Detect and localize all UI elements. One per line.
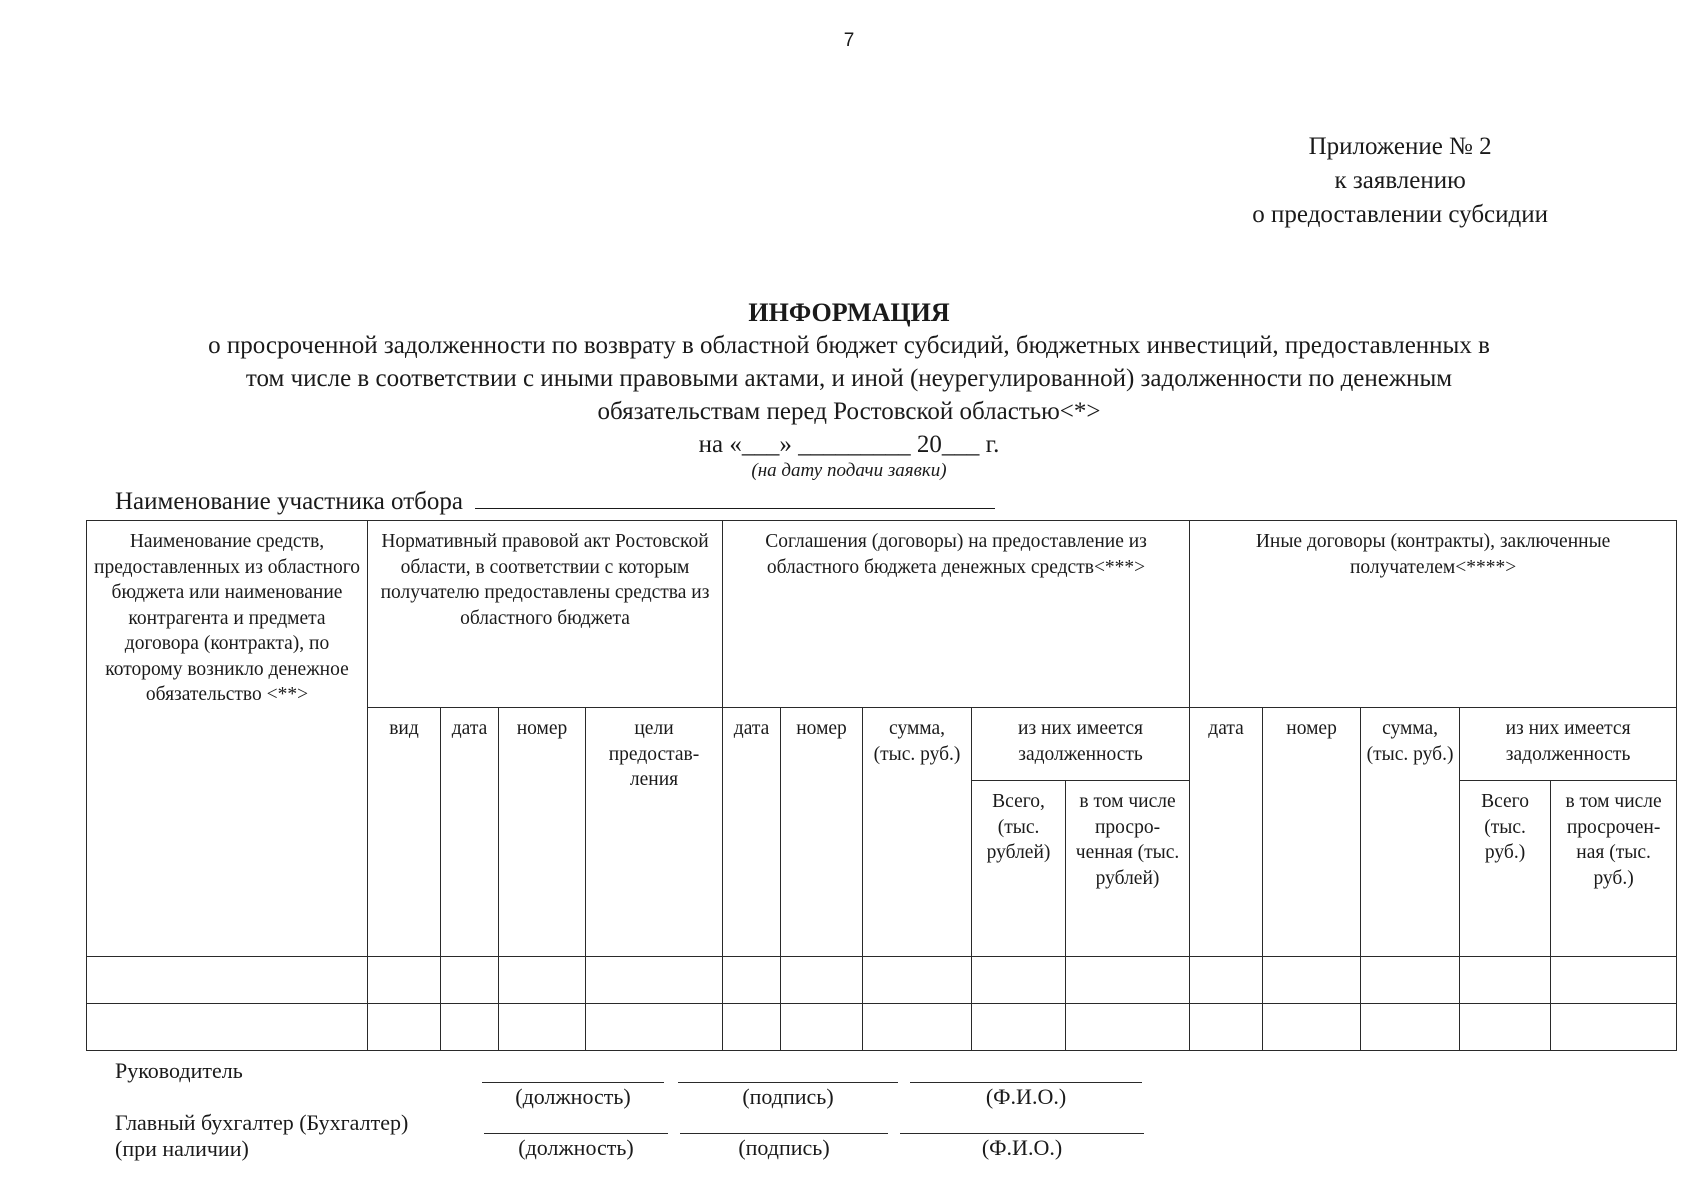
header-other-contracts: Иные договоры (контракты), заключенные получателем<****>	[1190, 521, 1677, 708]
accountant-signature-caption: (подпись)	[738, 1135, 830, 1160]
page-number: 7	[843, 30, 855, 51]
header-act-number: номер	[499, 708, 586, 957]
appendix-line-2: к заявлению	[1334, 167, 1466, 194]
header-act-purpose: цели предостав-ления	[586, 708, 723, 957]
date-line: на «___» _________ 20___ г.	[698, 431, 1000, 458]
table-cell[interactable]	[499, 1004, 586, 1051]
table-cell[interactable]	[972, 1004, 1066, 1051]
table-row	[87, 1004, 1677, 1051]
table-cell[interactable]	[87, 957, 368, 1004]
table-cell[interactable]	[87, 1004, 368, 1051]
head-signature-line[interactable]	[678, 1082, 898, 1083]
table-cell[interactable]	[1361, 957, 1460, 1004]
table-cell[interactable]	[1263, 1004, 1361, 1051]
title-line-2: том числе в соответствии с иными правовыми актами, и иной (неурегулированной) задолженности по денежным	[245, 365, 1453, 392]
table-cell[interactable]	[1190, 1004, 1263, 1051]
table-cell[interactable]	[368, 1004, 441, 1051]
head-position-caption: (должность)	[515, 1084, 631, 1109]
table-cell[interactable]	[1190, 957, 1263, 1004]
table-cell[interactable]	[1460, 957, 1551, 1004]
table-cell[interactable]	[863, 957, 972, 1004]
table-cell[interactable]	[1066, 1004, 1190, 1051]
title-line-1: о просроченной задолженности по возврату в областной бюджет субсидий, бюджетных инвестиций, предоставленных в	[208, 332, 1490, 359]
header-other-date: дата	[1190, 708, 1263, 957]
header-other-debt-overdue: в том числе просрочен-ная (тыс. руб.)	[1551, 781, 1677, 957]
head-signature-caption: (подпись)	[742, 1084, 834, 1109]
header-other-debt: из них имеется задолженность	[1460, 708, 1677, 781]
header-agreement-debt: из них имеется задолженность	[972, 708, 1190, 781]
appendix-note	[1252, 130, 1548, 232]
table-cell[interactable]	[1460, 1004, 1551, 1051]
accountant-position-line[interactable]	[484, 1133, 668, 1134]
table-cell[interactable]	[1263, 957, 1361, 1004]
accountant-name-caption: (Ф.И.О.)	[981, 1135, 1063, 1160]
debt-table	[86, 520, 1677, 1051]
header-agreement-date: дата	[723, 708, 781, 957]
table-cell[interactable]	[1361, 1004, 1460, 1051]
appendix-line-3: о предоставлении субсидии	[1252, 201, 1548, 228]
table-row	[87, 957, 1677, 1004]
header-legal-act: Нормативный правовой акт Ростовской области, в соответствии с которым получателю предоставлены средства из областного бюджета	[368, 521, 723, 708]
title-line-3: обязательствам перед Ростовской областью<*>	[597, 398, 1101, 425]
table-cell[interactable]	[1066, 957, 1190, 1004]
table-cell[interactable]	[723, 957, 781, 1004]
table-cell[interactable]	[368, 957, 441, 1004]
table-cell[interactable]	[1551, 957, 1677, 1004]
table-cell[interactable]	[972, 957, 1066, 1004]
header-agreements: Соглашения (договоры) на предоставление из областного бюджета денежных средств<***>	[723, 521, 1190, 708]
header-other-number: номер	[1263, 708, 1361, 957]
header-funds-name: Наименование средств, предоставленных из областного бюджета или наименование контрагента и предмета договора (контракта), по которому возникло денежное обязательство <**>	[87, 521, 368, 957]
table-cell[interactable]	[1551, 1004, 1677, 1051]
header-act-kind: вид	[368, 708, 441, 957]
table-cell[interactable]	[863, 1004, 972, 1051]
table-cell[interactable]	[499, 957, 586, 1004]
participant-blank-line[interactable]	[475, 486, 995, 509]
table-cell[interactable]	[781, 957, 863, 1004]
accountant-note: (при наличии)	[115, 1136, 249, 1161]
participant-field	[115, 486, 995, 516]
table-cell[interactable]	[586, 957, 723, 1004]
head-position-line[interactable]	[482, 1082, 664, 1083]
table-cell[interactable]	[723, 1004, 781, 1051]
appendix-line-1: Приложение № 2	[1308, 133, 1492, 160]
accountant-name-line[interactable]	[900, 1133, 1144, 1134]
head-name-caption: (Ф.И.О.)	[985, 1084, 1067, 1109]
participant-label: Наименование участника отбора	[115, 488, 463, 515]
header-agreement-sum: сумма, (тыс. руб.)	[863, 708, 972, 957]
table-cell[interactable]	[441, 957, 499, 1004]
title-heading: ИНФОРМАЦИЯ	[748, 298, 950, 327]
date-note: (на дату подачи заявки)	[751, 460, 947, 481]
head-label: Руководитель	[115, 1058, 243, 1083]
accountant-position-caption: (должность)	[518, 1135, 634, 1160]
table-cell[interactable]	[586, 1004, 723, 1051]
header-agreement-debt-total: Всего, (тыс. рублей)	[972, 781, 1066, 957]
table-cell[interactable]	[781, 1004, 863, 1051]
header-other-debt-total: Всего (тыс. руб.)	[1460, 781, 1551, 957]
header-act-date: дата	[441, 708, 499, 957]
table-cell[interactable]	[441, 1004, 499, 1051]
head-name-line[interactable]	[910, 1082, 1142, 1083]
accountant-signature-line[interactable]	[680, 1133, 888, 1134]
header-agreement-number: номер	[781, 708, 863, 957]
header-agreement-debt-overdue: в том числе просро-ченная (тыс. рублей)	[1066, 781, 1190, 957]
document-title	[0, 296, 1698, 481]
header-other-sum: сумма, (тыс. руб.)	[1361, 708, 1460, 957]
accountant-label: Главный бухгалтер (Бухгалтер)	[115, 1110, 409, 1135]
